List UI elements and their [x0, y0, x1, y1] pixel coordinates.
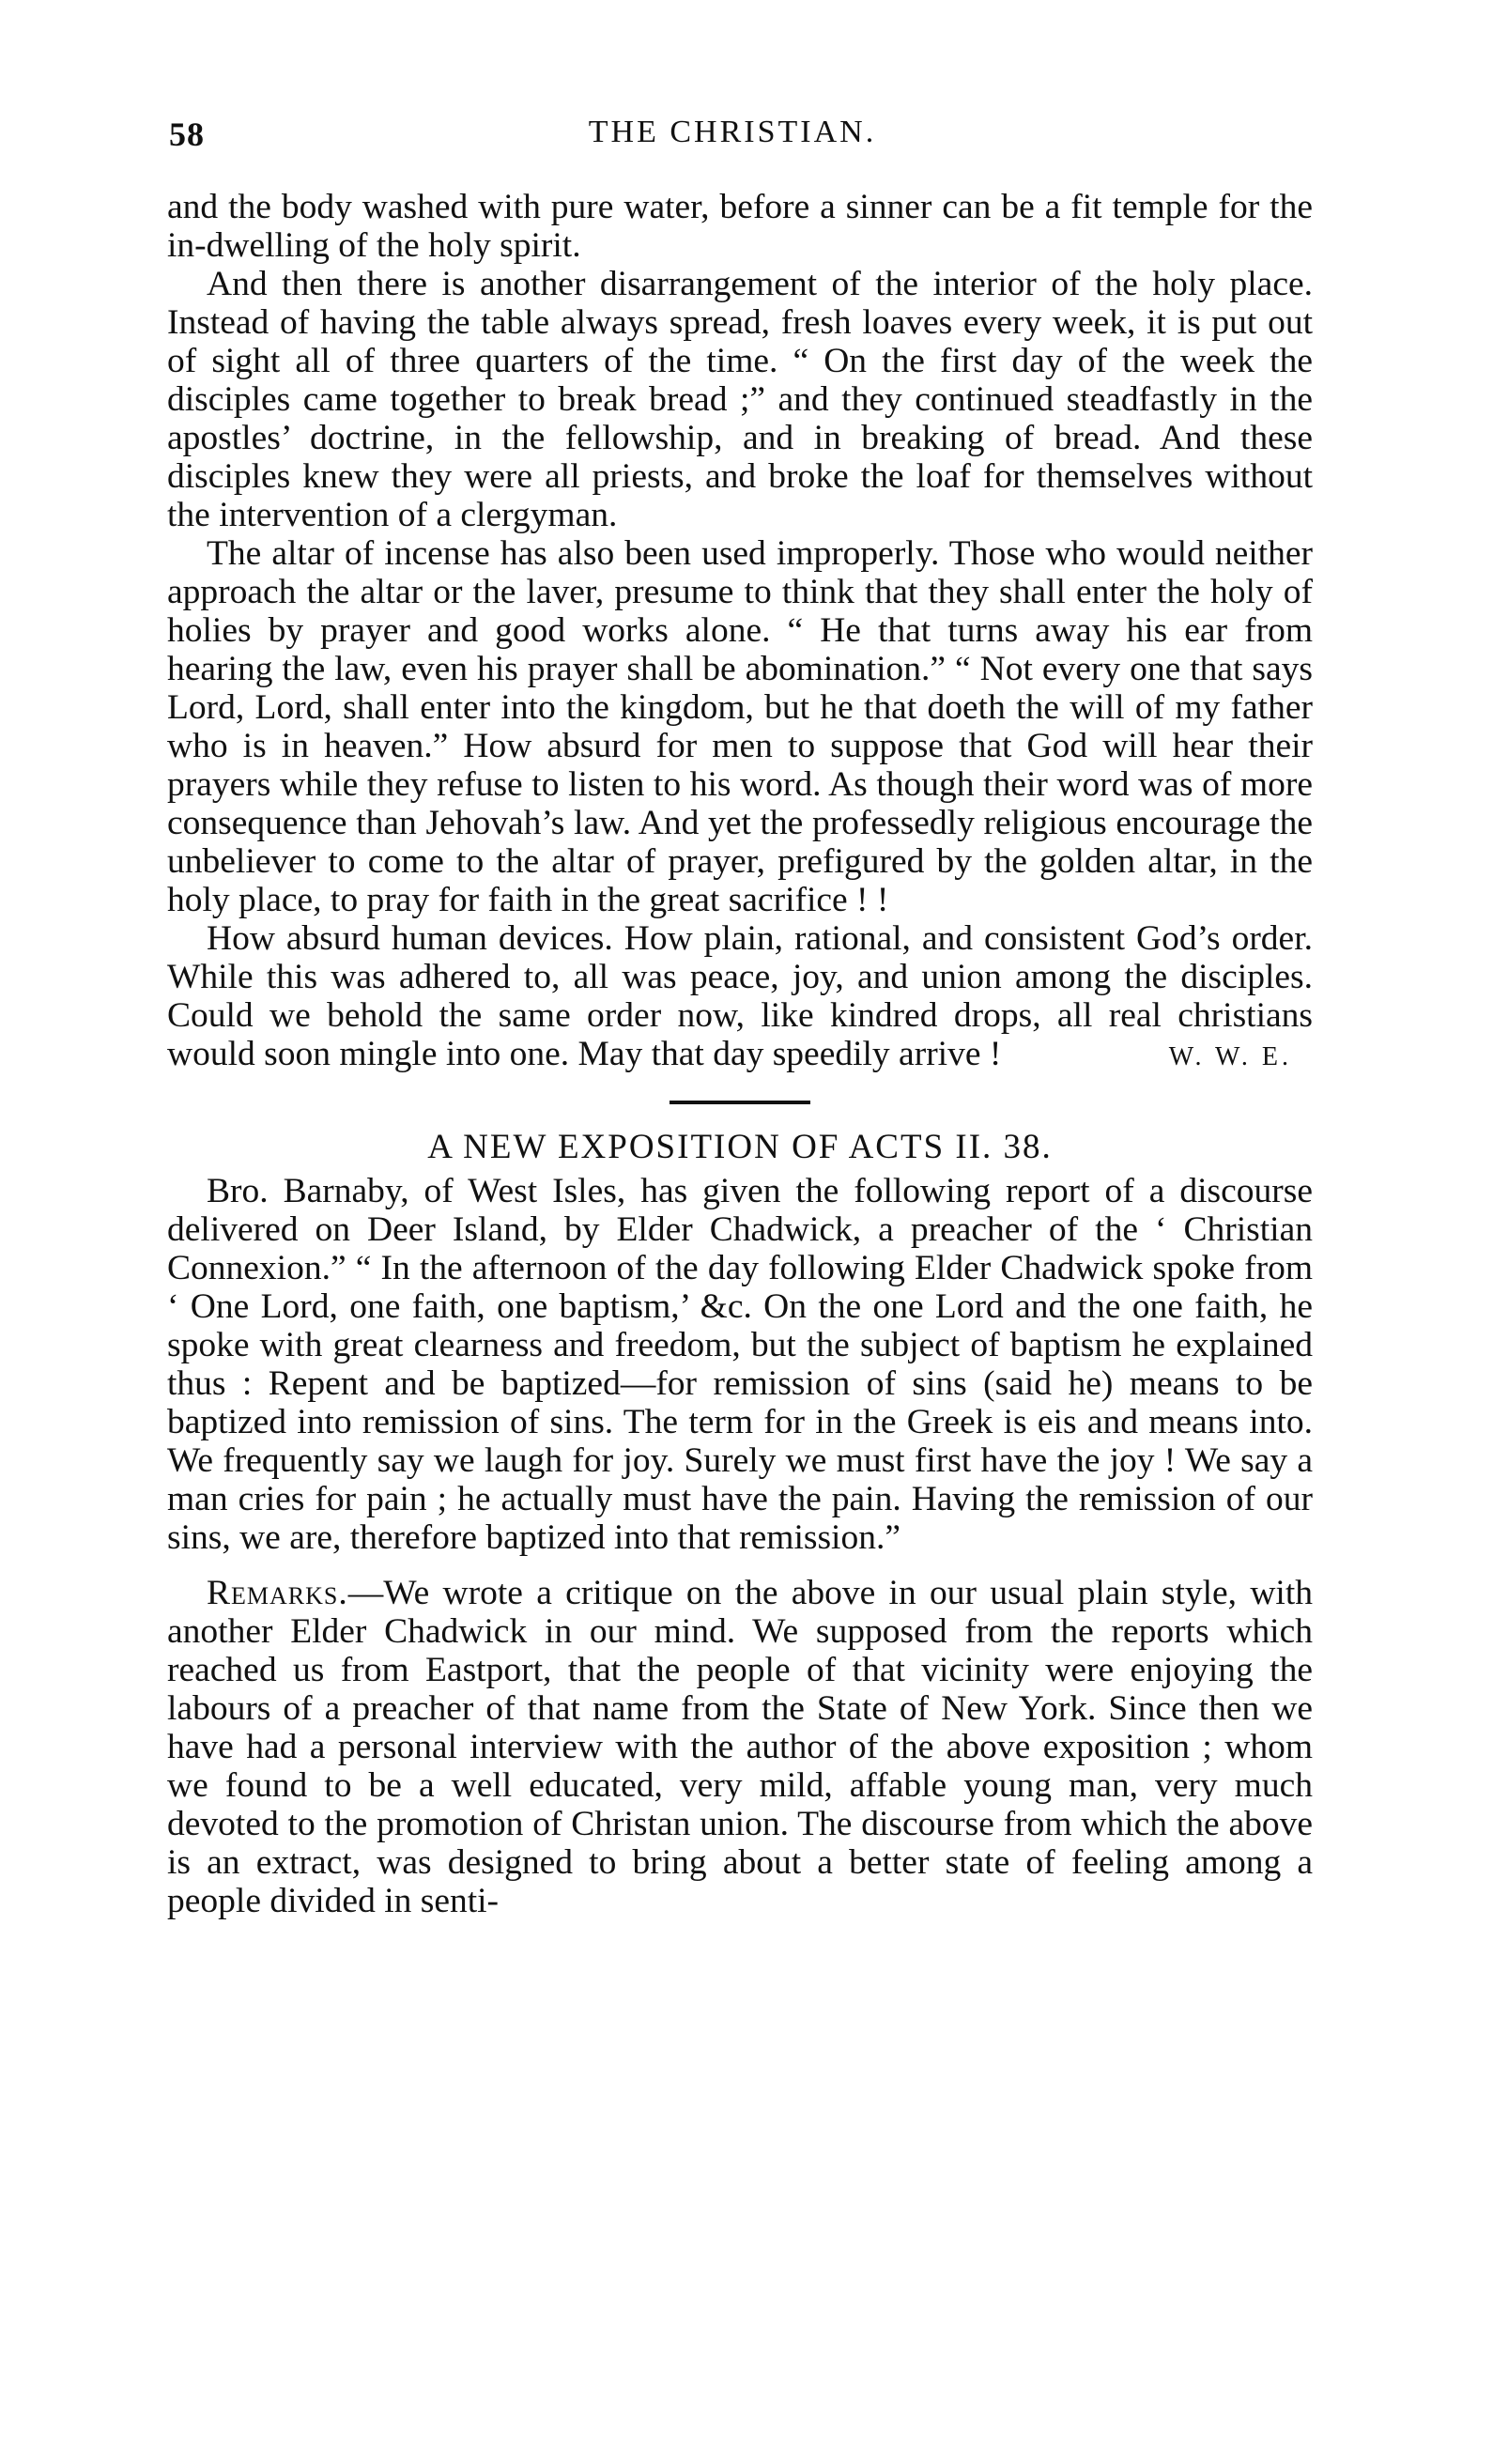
running-title: THE CHRISTIAN.: [588, 115, 877, 149]
article-title: A NEW EXPOSITION OF ACTS II. 38.: [427, 1128, 1053, 1166]
remarks-text: —We wrote a critique on the above in our usual plain style, with another Elder Chadwick in our mind. We supposed from the reports which reached us from Eastport, that the people of that vicinity were enjoying the labours of a preacher of that name from the State of New York. Since then we have had a personal interview with the author of the above exposition ; whom we found to be a well educated, very mild, affable young man, very much devoted to the promotion of Christan union. The discourse from which the above is an extract, was designed to bring about a better state of feeling among a people divided in senti-: [167, 1574, 1313, 1920]
article1-closing-paragraph: [167, 919, 1313, 1073]
section-divider: [670, 1101, 810, 1104]
article1-paragraph: And then there is another disarrangement of the interior of the holy place. Instead of having the table always spread, fresh loaves every week, it is put out of sight all of three quarters of the time. “ On the first day of the week the disciples came together to break bread ;” and they continued steadfastly in the apostles’ doctrine, in the fellowship, and in breaking of bread. And these disciples knew they were all priests, and broke the loaf for themselves without the intervention of a clergyman.: [167, 265, 1313, 534]
paragraph-gap: [167, 1557, 1313, 1574]
article1-paragraph: How absurd human devices. How plain, rational, and consistent God’s order. While this was adhered to, all was peace, joy, and union among the disciples. Could we behold the same order now, like kindred drops, all real christians would soon mingle into one. May that day speedily arrive !: [167, 919, 1313, 1073]
page-header: [160, 115, 1305, 162]
article1-paragraph-continuation: and the body washed with pure water, before a sinner can be a fit temple for the in-dwelling of the holy spirit.: [167, 188, 1313, 265]
article2-body: Bro. Barnaby, of West Isles, has given the following report of a discourse delivered on Deer Island, by Elder Chadwick, a preacher of the ‘ Christian Connexion.” “ In the afternoon of the day following Elder Chadwick spoke from ‘ One Lord, one faith, one baptism,’ &c. On the one Lord and the one faith, he spoke with great clearness and freedom, but the subject of baptism he explained thus : Repent and be baptized—for remission of sins (said he) means to be baptized into remission of sins. The term for in the Greek is eis and means into. We frequently say we laugh for joy. Surely we must first have the joy ! We say a man cries for pain ; he actually must have the pain. Having the remission of our sins, we are, therefore baptized into that remission.”: [167, 1172, 1313, 1557]
remarks-paragraph: [167, 1574, 1313, 1920]
author-signature: W. W. E.: [1168, 1042, 1292, 1071]
article1-paragraph: The altar of incense has also been used improperly. Those who would neither approach the altar or the laver, presume to think that they shall enter the holy of holies by prayer and good works alone. “ He that turns away his ear from hearing the law, even his prayer shall be abomination.” “ Not every one that says Lord, Lord, shall enter into the kingdom, but he that doeth the will of my father who is in heaven.” How absurd for men to suppose that God will hear their prayers while they refuse to listen to his word. As though their word was of more consequence than Jehovah’s law. And yet the professedly religious encourage the unbeliever to come to the altar of prayer, prefigured by the golden altar, in the holy place, to pray for faith in the great sacrifice ! !: [167, 534, 1313, 919]
page-number: 58: [169, 116, 205, 153]
remarks-label: Remarks.: [207, 1574, 348, 1612]
page-content: [167, 188, 1313, 1920]
